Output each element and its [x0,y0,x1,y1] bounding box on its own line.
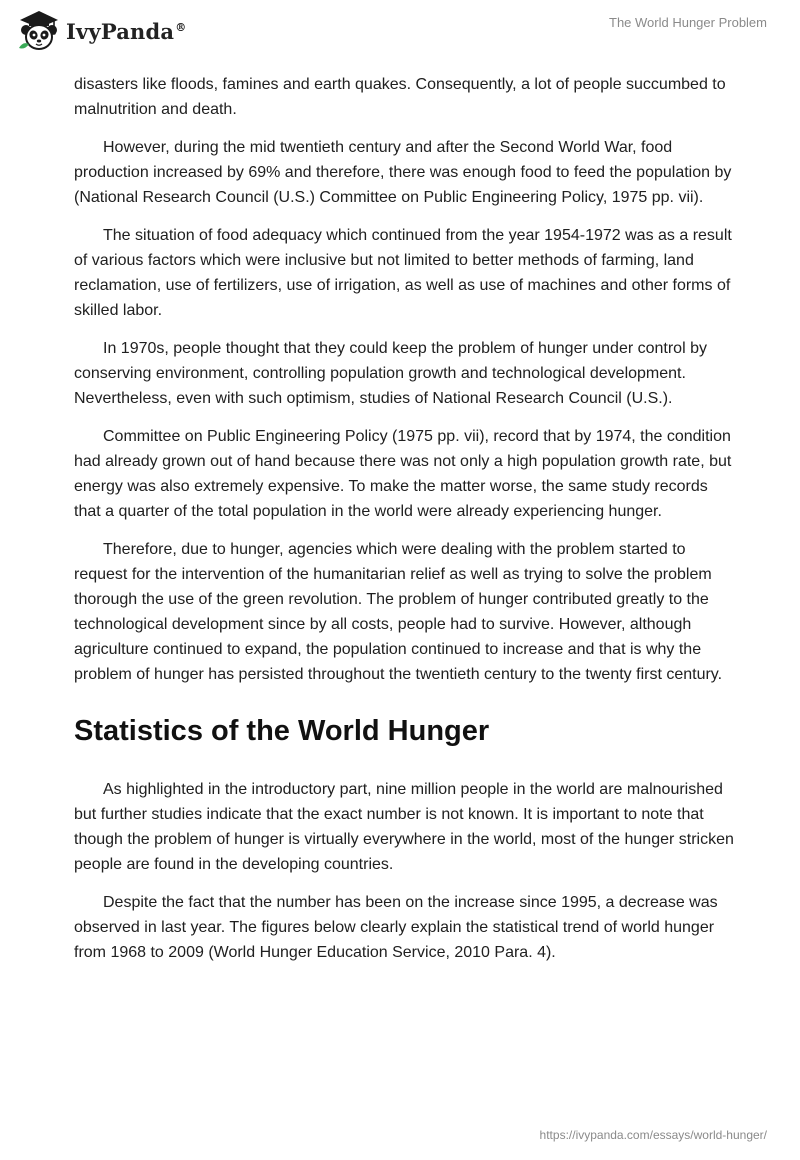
running-title: The World Hunger Problem [609,15,767,30]
paragraph: The situation of food adequacy which continued from the year 1954-1972 was as a result of various factors which were inclusive but not limited to better methods of farming, land reclamation, use of fertilizers, use of irrigation, as well as use of machines and other forms of skilled labor. [74,227,732,319]
section-heading: Statistics of the World Hunger [74,715,490,747]
paragraph: In 1970s, people thought that they could keep the problem of hunger under control by conserving environment, controlling population growth and technological development. Nevertheless, even with such optimism, studies of National Research Council (U.S.). [74,340,707,407]
brand-text: IvyPanda [66,18,175,44]
paragraph: Despite the fact that the number has been on the increase since 1995, a decrease was observed in last year. The figures below clearly explain the statistical trend of world hunger from 1968 to 2009 (World Hunger Education Service, 2010 Para. 4). [74,894,718,961]
panda-graduate-icon [16,8,62,52]
paragraph: Therefore, due to hunger, agencies which were dealing with the problem started to request for the intervention of the humanitarian relief as well as trying to solve the problem thorough the use of the green revolution. The problem of hunger contributed greatly to the technological development since by all costs, people had to survive. However, although agriculture continued to expand, the population continued to increase and that is why the problem of hunger has persisted throughout the twentieth century to the twenty first century. [74,541,723,683]
paragraph: However, during the mid twentieth century and after the Second World War, food production increased by 69% and therefore, there was enough food to feed the population by (National Research Council (U.S.) Committee on Public Engineering Policy, 1975 pp. vii). [74,139,732,206]
registered-mark: ® [175,20,187,34]
essay-body [74,72,734,978]
brand-name [66,19,186,44]
source-url[interactable]: https://ivypanda.com/essays/world-hunger/ [539,1128,767,1142]
page-header [0,0,800,70]
paragraph: disasters like floods, famines and earth quakes. Consequently, a lot of people succumbed to malnutrition and death. [74,76,726,118]
brand-logo[interactable] [16,8,186,52]
paragraph: Committee on Public Engineering Policy (1975 pp. vii), record that by 1974, the condition had already grown out of hand because there was not only a high population growth rate, but energy was also extremely expensive. To make the matter worse, the same study records that a quarter of the total population in the world were already experiencing hunger. [74,428,732,520]
paragraph: As highlighted in the introductory part, nine million people in the world are malnourished but further studies indicate that the exact number is not known. It is important to note that though the problem of hunger is virtually everywhere in the world, most of the hunger stricken people are found in the developing countries. [74,781,734,873]
